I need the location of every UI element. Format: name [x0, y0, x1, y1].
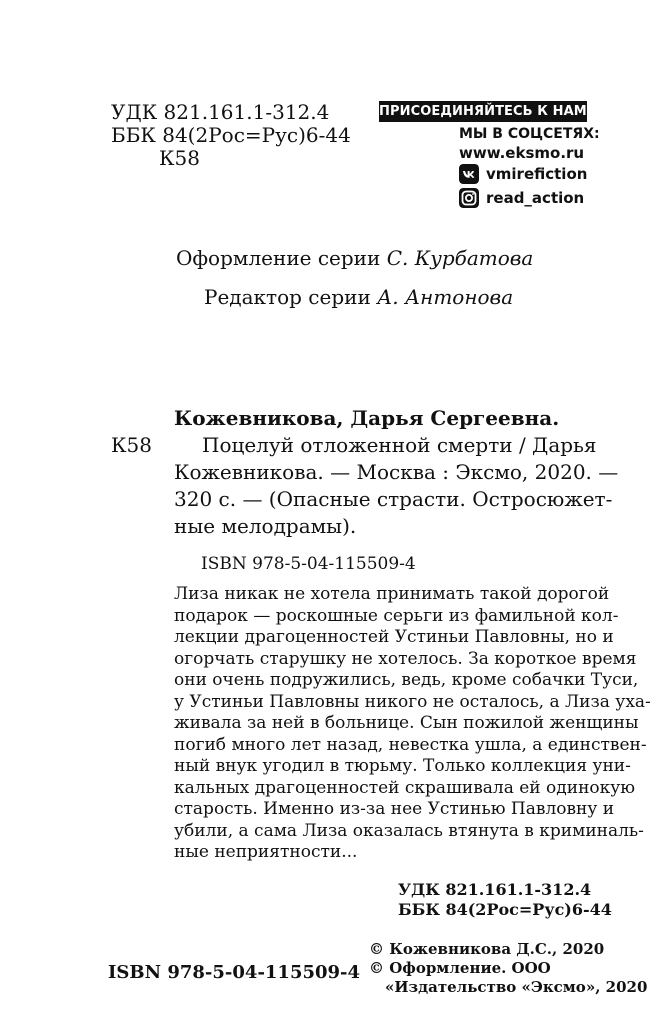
- join-banner: ПРИСОЕДИНЯЙТЕСЬ К НАМ!: [379, 101, 587, 122]
- entry-line: ные мелодрамы).: [174, 514, 357, 538]
- site-link[interactable]: www.eksmo.ru: [459, 144, 585, 162]
- series-editor-credit: [204, 284, 513, 310]
- annotation-line: кальных драгоценностей скрашивала ей одинокую: [174, 777, 636, 798]
- entry-line: Поцелуй отложенной смерти / Дарья: [202, 433, 597, 457]
- entry-line: 320 с. — (Опасные страсти. Остросюжет-: [174, 487, 613, 511]
- copyright-design: © Оформление. ООО: [369, 959, 551, 977]
- annotation-line: Лиза никак не хотела принимать такой дорогой: [174, 584, 610, 604]
- bottom-bbk: ББК 84(2Рос=Рус)6-44: [398, 900, 612, 919]
- bbk-code: ББК 84(2Рос=Рус)6-44: [111, 123, 351, 147]
- vk-icon: [459, 164, 479, 184]
- author-sign: К58: [159, 146, 200, 170]
- annotation-line: ный внук угодил в тюрьму. Только коллекция уни-: [174, 756, 631, 776]
- bottom-udk: УДК 821.161.1-312.4: [398, 880, 592, 899]
- annotation-line: лекции драгоценностей Устиньи Павловны, но и: [174, 627, 614, 647]
- entry-sign: К58: [111, 433, 152, 457]
- vk-account[interactable]: vmirefiction: [486, 165, 588, 183]
- annotation-line: подарок — роскошные серьги из фамильной кол-: [174, 605, 619, 626]
- entry-isbn: ISBN 978-5-04-115509-4: [201, 554, 416, 574]
- editor-label: Редактор серии: [204, 285, 371, 309]
- editor-name: А. Антонова: [377, 285, 514, 309]
- annotation-line: живала за ней в больнице. Сын пожилой женщины: [174, 713, 639, 733]
- annotation-line: они очень подружились, ведь, кроме собачки Туси,: [174, 670, 639, 690]
- annotation-line: погиб много лет назад, невестка ушла, а единствен-: [174, 734, 647, 755]
- annotation-line: старость. Именно из-за нее Устинью Павловну и: [174, 799, 615, 819]
- entry-author: Кожевникова, Дарья Сергеевна.: [174, 406, 560, 430]
- networks-label: МЫ В СОЦСЕТЯХ:: [459, 126, 600, 142]
- copyright-publisher: «Издательство «Эксмо», 2020: [385, 978, 648, 996]
- instagram-icon: [459, 188, 479, 208]
- series-design-credit: [176, 245, 533, 271]
- annotation-line: убили, а сама Лиза оказалась втянута в криминаль-: [174, 820, 644, 841]
- design-label: Оформление серии: [176, 246, 381, 270]
- copyright-author: © Кожевникова Д.С., 2020: [369, 940, 605, 958]
- bottom-isbn: ISBN 978-5-04-115509-4: [108, 962, 361, 983]
- entry-line: Кожевникова. — Москва : Эксмо, 2020. —: [174, 460, 619, 484]
- udk-code: УДК 821.161.1-312.4: [111, 100, 330, 124]
- annotation-line: ные неприятности...: [174, 842, 358, 862]
- annotation-line: огорчать старушку не хотелось. За короткое время: [174, 648, 637, 669]
- instagram-account[interactable]: read_action: [486, 189, 585, 207]
- annotation-line: у Устиньи Павловны никого не осталось, а Лиза уха-: [174, 691, 651, 712]
- design-name: С. Курбатова: [386, 246, 534, 270]
